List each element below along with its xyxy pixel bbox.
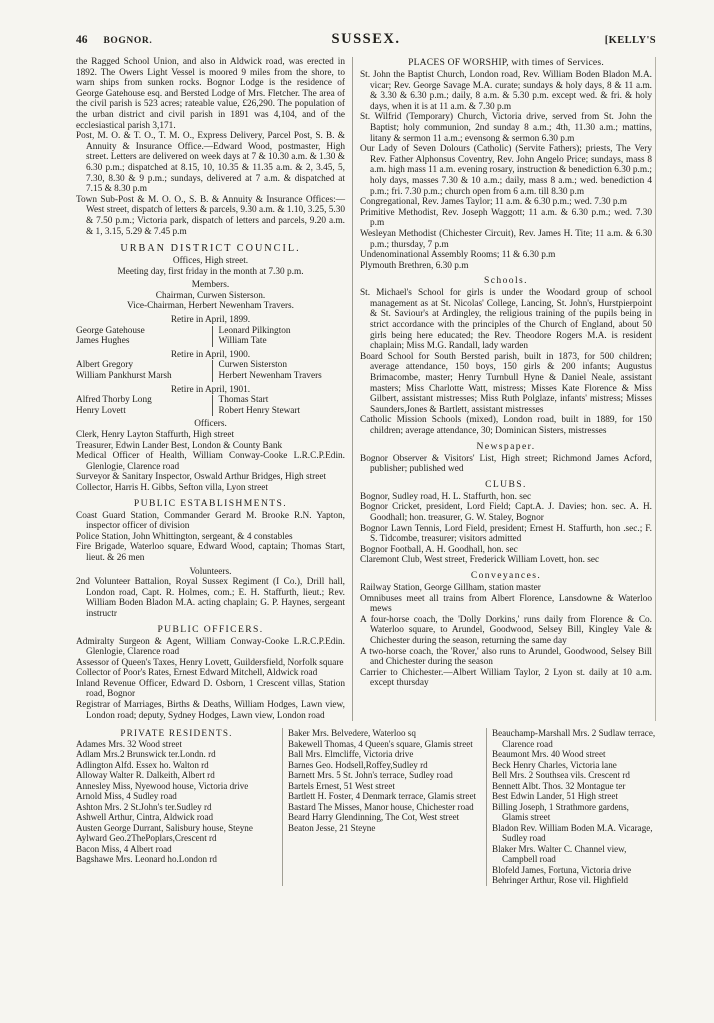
page-number: 46 (76, 34, 88, 46)
schools-list (360, 288, 652, 436)
conveyance-entry: Railway Station, George Gillham, station master (360, 582, 541, 593)
public-officer-entry: Registrar of Marriages, Births & Deaths, William Hodges, Lawn view, London road; deputy, Sydney Hodges, Lawn view, London road (76, 700, 345, 721)
resident-entry: Beck Henry Charles, Victoria lane (492, 759, 617, 770)
resident-entry: Ball Mrs. Elmcliffe, Victoria drive (288, 749, 414, 760)
public-officer-entry: Inland Revenue Officer, Edward D. Osborn, 1 Crescent villas, Station road, Bognor (76, 678, 345, 700)
public-establishments-list (76, 511, 345, 564)
resident-entry: Beard Harry Glendinning, The Cot, West street (288, 812, 460, 823)
resident-entry: Barnes Geo. Hodsell,Roffey,Sudley rd (288, 759, 428, 770)
member-name: Herbert Newenham Travers (212, 371, 345, 382)
resident-entry: Blofeld James, Fortuna, Victoria drive (492, 864, 632, 875)
officers-heading: Officers. (194, 419, 227, 430)
officer-entry: Medical Officer of Health, William Conway-Cooke L.R.C.P.Edin. Glenlogie, Clarence road (76, 451, 345, 472)
main-columns (76, 57, 656, 721)
resident-entry: Bastard The Misses, Manor house, Chichester road (288, 801, 474, 812)
public-establishments-heading: PUBLIC ESTABLISHMENTS. (133, 497, 288, 509)
resident-entry: Annesley Miss, Nyewood house, Victoria drive (76, 780, 249, 791)
resident-entry: Baker Mrs. Belvedere, Waterloo sq (288, 728, 416, 739)
schools-heading: Schools. (484, 275, 528, 287)
resident-entry: Best Edwin Lander, 51 High street (492, 791, 618, 802)
member-name: James Hughes (76, 336, 130, 347)
public-officers-heading: PUBLIC OFFICERS. (157, 623, 264, 635)
establishment-entry: Fire Brigade, Waterloo square, Edward Wood, captain; Thomas Start, lieut. & 26 men (76, 542, 345, 563)
chairman-line: Chairman, Curwen Sisterson. (155, 290, 266, 301)
member-name: Curwen Sisterston (212, 360, 345, 371)
resident-entry: Beauchamp-Marshall Mrs. 2 Sudlaw terrace, Clarence road (492, 728, 656, 749)
officer-entry: Surveyor & Sanitary Inspector, Oswald Arthur Bridges, High street (76, 472, 327, 483)
running-head (76, 30, 656, 48)
resident-entry: Aylward Geo.2ThePoplars,Crescent rd (76, 833, 217, 844)
school-entry: Catholic Mission Schools (mixed), London road, built in 1889, for 150 children; average attendance, 30; Dominican Sisters, mistresses (360, 415, 652, 436)
publisher-mark: [KELLY'S (604, 35, 656, 46)
conveyance-entry: Omnibuses meet all trains from Albert Florence, Lansdowne & Waterloo mews (360, 593, 652, 615)
council-meeting: Meeting day, first friday in the month at 7.30 p.m. (117, 266, 304, 277)
volunteer-entry: 2nd Volunteer Battalion, Royal Sussex Regiment (I Co.), Drill hall, London road, Capt. R. Holmes, com.; E. H. Staffurth, lieut.; Rev. William Boden Bladon M.A. acting chaplain; G. P. Haynes, sergeant instructr (76, 577, 345, 619)
resident-entry: Blaker Mrs. Walter C. Channel view, Campbell road (492, 843, 627, 865)
member-row (76, 360, 345, 371)
intro-paragraph: the Ragged School Union, and also in Aldwick road, was erected in 1892. The Owers Light Vessel is moored 9 miles from the shore, to warn ships from sunken rocks. Bognor Lodge is the residence of George Gatehouse esq. and Bersted Lodge of Mrs. Fletcher. The area of the civil parish is 523 acres; rateable value, £26,290. The population of the urban district and civil parish in 1891 was 4,104, and of the ecclesiastical parish 3,171. (76, 57, 345, 131)
member-name: Robert Henry Stewart (212, 406, 345, 417)
private-residents-section (76, 728, 656, 886)
resident-entry: Austen George Durrant, Salisbury house, Steyne (76, 822, 253, 833)
officer-entry: Collector, Harris H. Gibbs, Sefton villa, Lyon street (76, 482, 268, 493)
resident-entry: Adlam Mrs.2 Brunswick ter.Londn. rd (76, 749, 216, 760)
resident-entry: Bagshawe Mrs. Leonard ho.London rd (76, 854, 217, 865)
resident-entry: Arnold Miss, 4 Sudley road (76, 791, 177, 802)
establishment-entry: Coast Guard Station, Commander Gerard M. Brooke R.N. Yapton, inspector officer of division (76, 510, 345, 532)
resident-entry: Adlington Alfd. Essex ho. Walton rd (76, 759, 209, 770)
resident-entry: Bladon Rev. William Boden M.A. Vicarage, Sudley road (492, 822, 653, 844)
left-column (76, 57, 352, 721)
conveyance-entry: A four-horse coach, the 'Dolly Dorkins,' runs daily from Florence & Co. Waterloo square, to Arundel, Goodwood, Selsey Bill, Kingley Vale & Chichester during the season, returning the same day (360, 614, 652, 646)
resident-entry: Bakewell Thomas, 4 Queen's square, Glamis street (288, 738, 473, 749)
resident-entry: Barnett Mrs. 5 St. John's terrace, Sudley road (288, 770, 453, 781)
place-name: BOGNOR. (103, 36, 153, 46)
club-entry: Bognor Lawn Tennis, Lord Field, president; Ernest H. Staffurth, hon .sec.; F. S. Tidcombe, treasurer; visitors admitted (360, 523, 652, 545)
club-entry: Claremont Club, West street, Frederick William Lovett, hon. sec (360, 555, 600, 566)
member-name: Leonard Pilkington (212, 326, 345, 337)
worship-entry: Our Lady of Seven Dolours (Catholic) (Servite Fathers); priests, The Very Rev. Father Alphonsus Coventry, Rev. John Angelo Price; sundays, mass 8 a.m. high mass 11 a.m. evening rosary, instruction & benediction 6.30 p.m.; holy days, masses 7.30 & 10 a.m.; daily, mass 8 a.m.; wed. benediction 4 p.m.; fri. 7.30 p.m.; church open from 6 a.m. till 8.30 p.m (360, 144, 652, 197)
county-title: SUSSEX. (331, 31, 401, 47)
council-heading: URBAN DISTRICT COUNCIL. (120, 243, 301, 255)
newspaper-list (360, 454, 652, 475)
officer-entry: Clerk, Henry Layton Staffurth, High street (76, 430, 235, 440)
member-name: Alfred Thorby Long (76, 395, 152, 406)
school-entry: Board School for South Bersted parish, built in 1873, for 500 children; average attendance, 150 boys, 150 girls & 200 infants; Augustus Brimacombe, master; Henry Turnbull Hyne & Daniel Neale, assistant masters; Miss Charlotte Watt, mistress; Misses Kate Florence & Miss Gilbert, assistant mistresses; Miss Ruth Polglaze, infants' mistress; Misses Saunders,Jones & Bartlett, assistant mistresses (360, 351, 652, 415)
retire-1900-heading: Retire in April, 1900. (170, 349, 251, 360)
resident-entry: Behringer Arthur, Rose vil. Highfield (492, 875, 629, 886)
resident-entry: Ashton Mrs. 2 St.John's ter.Sudley rd (76, 801, 212, 812)
volunteers-list (76, 577, 345, 619)
member-name: William Pankhurst Marsh (76, 371, 172, 382)
places-of-worship-heading: PLACES OF WORSHIP, with times of Services. (408, 57, 604, 68)
resident-entry: Bartels Ernest, 51 West street (288, 780, 395, 791)
resident-entry: Bacon Miss, 4 Albert road (76, 843, 172, 854)
private-residents-column-1 (76, 728, 282, 886)
council-offices: Offices, High street. (172, 256, 249, 267)
clubs-heading: CLUBS. (485, 478, 527, 490)
resident-entry: Billing Joseph, 1 Strathmore gardens, Glamis street (492, 801, 629, 823)
member-name: Albert Gregory (76, 360, 134, 371)
worship-entry: Wesleyan Methodist (Chichester Circuit), Rev. James H. Tite; 11 a.m. & 6.30 p.m.; thursday, 7 p.m (360, 228, 652, 250)
resident-entry: Bennett Albt. Thos. 32 Montague ter (492, 780, 626, 791)
resident-entry: Bell Mrs. 2 Southsea vils. Crescent rd (492, 770, 630, 781)
public-officer-entry: Collector of Poor's Rates, Ernest Edward Mitchell, Aldwick road (76, 668, 318, 679)
newspaper-heading: Newspaper. (476, 440, 536, 452)
members-heading: Members. (191, 280, 230, 291)
member-row (76, 406, 345, 417)
private-residents-column-2 (282, 728, 486, 886)
worship-entry: Primitive Methodist, Rev. Joseph Waggott; 11 a.m. & 6.30 p.m.; wed. 7.30 p.m (360, 207, 652, 229)
member-row (76, 326, 345, 337)
conveyances-list (360, 583, 652, 689)
town-sub-post-entry: Town Sub-Post & M. O. O., S. B. & Annuity & Insurance Offices:—West street, dispatch of letters & parcels, 9.30 a.m. & 1.10, 3.25, 5.30 & 7.50 p.m.; Victoria park, dispatch of letters and parcels, 9.20 a.m. & 1, 3.15, 5.29 & 7.45 p.m (76, 194, 345, 237)
clubs-list (360, 492, 652, 566)
worship-list (360, 70, 652, 271)
resident-entry: Bartlett H. Foster, 4 Denmark terrace, Glamis street (288, 791, 477, 802)
club-entry: Bognor Football, A. H. Goodhall, hon. sec (360, 544, 518, 555)
public-officer-entry: Assessor of Queen's Taxes, Henry Lovett, Guildersfield, Norfolk square (76, 657, 344, 668)
worship-entry: Undenominational Assembly Rooms; 11 & 6.30 p.m (360, 250, 556, 261)
member-row (76, 395, 345, 406)
member-name: Thomas Start (212, 395, 345, 406)
retire-1899-heading: Retire in April, 1899. (170, 315, 251, 326)
resident-entry: Adames Mrs. 32 Wood street (76, 738, 182, 749)
resident-entry: Ashwell Arthur, Cintra, Aldwick road (76, 812, 214, 823)
conveyance-entry: Carrier to Chichester.—Albert William Taylor, 2 Lyon st. daily at 10 a.m. except thursday (360, 667, 652, 689)
officer-entry: Treasurer, Edwin Lander Best, London & County Bank (76, 440, 283, 451)
vice-chairman-line: Vice-Chairman, Herbert Newenham Travers. (127, 301, 294, 312)
member-row (76, 371, 345, 382)
retire-1901-heading: Retire in April, 1901. (170, 384, 251, 395)
resident-entry: Alloway Walter R. Dalkeith, Albert rd (76, 770, 215, 781)
volunteers-heading: Volunteers. (189, 566, 232, 577)
right-column (352, 57, 656, 721)
school-entry: St. Michael's School for girls is under the Woodard group of school management as at St. Nicolas' College, Lancing, St. John's, Hurstpierpoint & St. Saviour's at Ardingley, the religious training of the pupils being in strict accordance with the principles of the Church of England, about 50 girls being here educated; the Rev. Theodore Rogers M.A. is resident chaplain; Miss M.G. Randall, lady warden (360, 288, 652, 352)
resident-entry: Beaton Jesse, 21 Steyne (288, 822, 376, 833)
member-row (76, 336, 345, 347)
establishment-entry: Police Station, John Whittington, sergeant, & 4 constables (76, 531, 293, 542)
public-officer-entry: Admiralty Surgeon & Agent, William Conway-Cooke L.R.C.P.Edin. Glenlogie, Clarence road (76, 636, 345, 658)
private-residents-column-3 (486, 728, 656, 886)
private-residents-heading: PRIVATE RESIDENTS. (120, 728, 233, 739)
member-name: Henry Lovett (76, 405, 126, 416)
worship-entry: Plymouth Brethren, 6.30 p.m (360, 260, 469, 271)
officers-list (76, 430, 345, 494)
club-entry: Bognor, Sudley road, H. L. Staffurth, hon. sec (360, 491, 532, 502)
running-head-left (76, 30, 226, 48)
resident-entry: Beaumont Mrs. 40 Wood street (492, 749, 606, 760)
residents-list-1 (76, 739, 277, 865)
worship-entry: St. Wilfrid (Temporary) Church, Victoria drive, served from St. John the Baptist; holy communion, 2nd sunday 8 a.m.; 4th, 11.30 a.m.; mattins, litany & sermon 11 a.m.; evensong & sermon 6.30 p.m (360, 112, 652, 144)
worship-entry: St. John the Baptist Church, London road, Rev. William Boden Bladon M.A. vicar; Rev. George Savage M.A. curate; sundays & holy days, 8 & 11 a.m. & 3.30 & 6.30 p.m.; daily, 8 a.m. & 5.30 p.m. except wed. & fri. & holy days, when it is at 11 a.m. & 7.30 p.m (360, 70, 652, 112)
public-officers-list (76, 637, 345, 722)
conveyances-heading: Conveyances. (470, 569, 542, 581)
conveyance-entry: A two-horse coach, the 'Rover,' also runs to Arundel, Goodwood, Selsey Bill and Chichester during the season (360, 646, 652, 668)
member-name: George Gatehouse (76, 325, 145, 336)
worship-entry: Congregational, Rev. James Taylor; 11 a.m. & 6.30 p.m.; wed. 7.30 p.m (360, 197, 628, 208)
newspaper-entry: Bognor Observer & Visitors' List, High street; Richmond James Acford, publisher; published wed (360, 453, 652, 475)
member-name: William Tate (212, 336, 345, 347)
club-entry: Bognor Cricket, president, Lord Field; Capt.A. J. Davies; hon. sec. A. H. Goodhall; hon. treasurer, G. W. Staley, Bognor (360, 502, 652, 523)
post-office-entry: Post, M. O. & T. O., T. M. O., Express Delivery, Parcel Post, S. B. & Annuity & Insurance Office.—Edward Wood, postmaster, High street. Letters are delivered on week days at 7 & 10.30 a.m. & 1.30 & 6.30 p.m.; dispatched at 8.15, 10, 10.35 & 11.35 a.m. & 2, 3.45, 5, 7.30, 8.30 & 9 p.m.; sundays, delivered at 7 a.m. & dispatched at 7.15 & 8.30 p.m (76, 131, 345, 195)
